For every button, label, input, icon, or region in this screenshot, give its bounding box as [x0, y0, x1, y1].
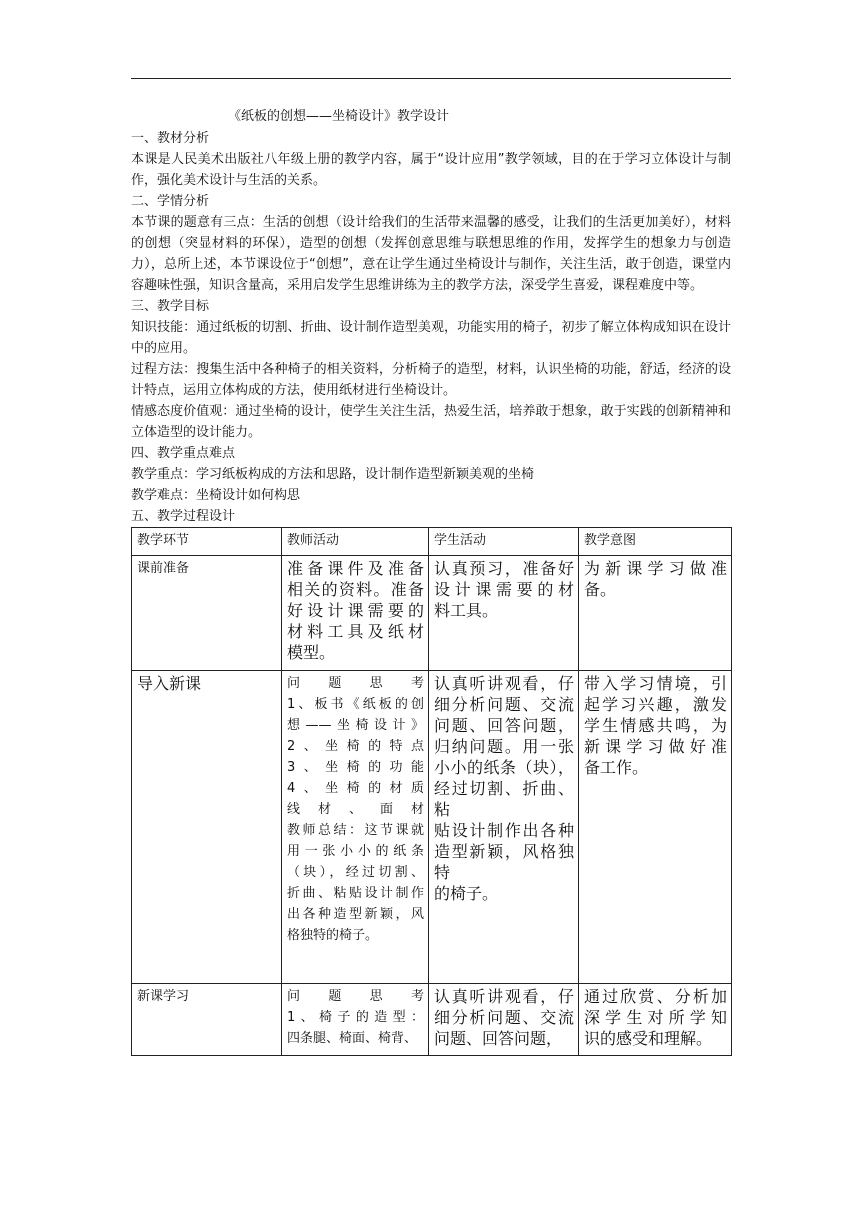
student-cell — [429, 556, 579, 671]
goal-process: 过程方法：搜集生活中各种椅子的相关资料，分析椅子的造型，材料，认识坐椅的功能，舒适，经济的设计特点，运用立体构成的方法，使用纸材进行坐椅设计。 — [131, 362, 731, 398]
cell-line: 四条腿、椅面、椅背、 — [287, 1031, 418, 1046]
cell-line: 线材、面材 — [287, 802, 424, 817]
cell-line: 4、坐椅的材质 — [287, 781, 424, 796]
stage-cell: 课前准备 — [132, 556, 282, 671]
cell-line: 1、椅子的造型： — [287, 1010, 424, 1025]
cell-line: 深学生对所学知 — [584, 1008, 727, 1027]
cell-line: 认真听讲观看，仔 — [434, 987, 574, 1006]
section-body-textbook: 本课是人民美术出版社八年级上册的教学内容，属于“设计应用”教学领域，目的在于学习立体设计与制作，强化美术设计与生活的关系。 — [131, 152, 731, 188]
cell-line: 认真预习，准备好 — [434, 559, 574, 578]
cell-line: 想——坐椅设计》 — [287, 718, 424, 733]
difficult-point: 教学难点：坐椅设计如何构思 — [131, 488, 301, 503]
section-heading-textbook: 一、教材分析 — [131, 131, 210, 146]
student-cell — [429, 671, 579, 984]
cell-line: 认真听讲观看，仔 — [434, 674, 574, 693]
table-header-cell: 教师活动 — [282, 528, 429, 556]
student-cell — [429, 984, 579, 1056]
intent-cell — [579, 671, 732, 984]
cell-line: 2、坐椅的特点 — [287, 739, 424, 754]
document-title: 《纸板的创想——坐椅设计》教学设计 — [228, 109, 450, 124]
cell-line: 问题思考 — [287, 676, 424, 691]
process-table — [131, 527, 732, 1056]
document-body — [131, 106, 731, 1056]
cell-line: 经过切割、折曲、粘 — [434, 779, 574, 819]
intent-cell — [579, 556, 732, 671]
cell-line: 贴设计制作出各种 — [434, 821, 574, 840]
cell-line: 问题、回答问题， — [434, 716, 574, 735]
section-heading-students: 二、学情分析 — [131, 194, 210, 209]
cell-line: 3、坐椅的功能 — [287, 760, 424, 775]
section-body-students: 本节课的题意有三点：生活的创想（设计给我们的生活带来温馨的感受，让我们的生活更加美好），材料的创想（突显材料的环保），造型的创想（发挥创意思维与联想思维的作用，发挥学生的想象力与创造力），总所上述，本节课设位于“创想”，意在让学生通过坐椅设计与制作，关注生活，敢于创造，课堂内容趣味性强，知识含量高，采用启发学生思维讲练为主的教学方法，深受学生喜爱，课程难度中等。 — [131, 215, 731, 293]
cell-line: 细分析问题、交流 — [434, 695, 574, 714]
cell-line: 起学习兴趣，激发 — [584, 695, 727, 714]
goal-attitude: 情感态度价值观：通过坐椅的设计，使学生关注生活，热爱生活，培养敢于想象，敢于实践的创新精神和立体造型的设计能力。 — [131, 404, 731, 440]
table-header-row — [132, 528, 732, 556]
teacher-cell — [282, 984, 429, 1056]
cell-line: 备。 — [584, 580, 617, 599]
cell-line: 问题思考 — [287, 989, 424, 1004]
cell-line: 归纳问题。用一张 — [434, 737, 574, 756]
intent-cell — [579, 984, 732, 1056]
cell-line: 折曲、粘贴设计制作 — [287, 886, 424, 901]
cell-line: 料工具。 — [434, 601, 499, 620]
cell-line: 教师总结：这节课就 — [287, 823, 424, 838]
stage-cell: 新课学习 — [132, 984, 282, 1056]
cell-line: 材料工具及纸材 — [287, 622, 424, 641]
cell-line: 设计课需要的材 — [434, 580, 574, 599]
cell-line: 相关的资料。准备 — [287, 580, 424, 599]
section-heading-key-points: 四、教学重点难点 — [131, 446, 236, 461]
cell-line: 学生情感共鸣，为 — [584, 716, 727, 735]
cell-line: 为新课学习做准 — [584, 559, 727, 578]
key-point: 教学重点：学习纸板构成的方法和思路，设计制作造型新颖美观的坐椅 — [131, 467, 535, 482]
cell-line: 准备课件及准备 — [287, 559, 424, 578]
section-heading-goals: 三、教学目标 — [131, 299, 210, 314]
cell-line: 通过欣赏、分析加 — [584, 987, 727, 1006]
cell-line: 的椅子。 — [434, 884, 499, 903]
cell-line: 1、板书《纸板的创 — [287, 697, 424, 712]
cell-line: 识的感受和理解。 — [584, 1029, 713, 1048]
cell-line: 新课学习做好准 — [584, 737, 727, 756]
teacher-cell — [282, 556, 429, 671]
cell-line: 细分析问题、交流 — [434, 1008, 574, 1027]
cell-line: 出各种造型新颖，风 — [287, 907, 424, 922]
goal-knowledge: 知识技能：通过纸板的切割、折曲、设计制作造型美观，功能实用的椅子，初步了解立体构成知识在设计中的应用。 — [131, 320, 731, 356]
cell-line: （块），经过切割、 — [287, 865, 424, 880]
cell-line: 好设计课需要的 — [287, 601, 424, 620]
cell-line: 造型新颖，风格独特 — [434, 842, 574, 882]
stage-cell: 导入新课 — [132, 671, 282, 984]
cell-line: 格独特的椅子。 — [287, 928, 379, 943]
cell-line: 模型。 — [287, 643, 336, 662]
cell-line: 带入学习情境，引 — [584, 674, 727, 693]
table-header-cell: 学生活动 — [429, 528, 579, 556]
cell-line: 备工作。 — [584, 758, 649, 777]
table-header-cell: 教学环节 — [132, 528, 282, 556]
cell-line: 用一张小小的纸条 — [287, 844, 424, 859]
cell-line: 小小的纸条（块）， — [434, 758, 574, 777]
section-heading-process: 五、教学过程设计 — [131, 509, 236, 524]
table-row — [132, 984, 732, 1056]
header-rule — [131, 78, 731, 79]
table-header-cell: 教学意图 — [579, 528, 732, 556]
table-row — [132, 556, 732, 671]
cell-line: 问题、回答问题， — [434, 1029, 563, 1048]
table-row — [132, 671, 732, 984]
teacher-cell — [282, 671, 429, 984]
